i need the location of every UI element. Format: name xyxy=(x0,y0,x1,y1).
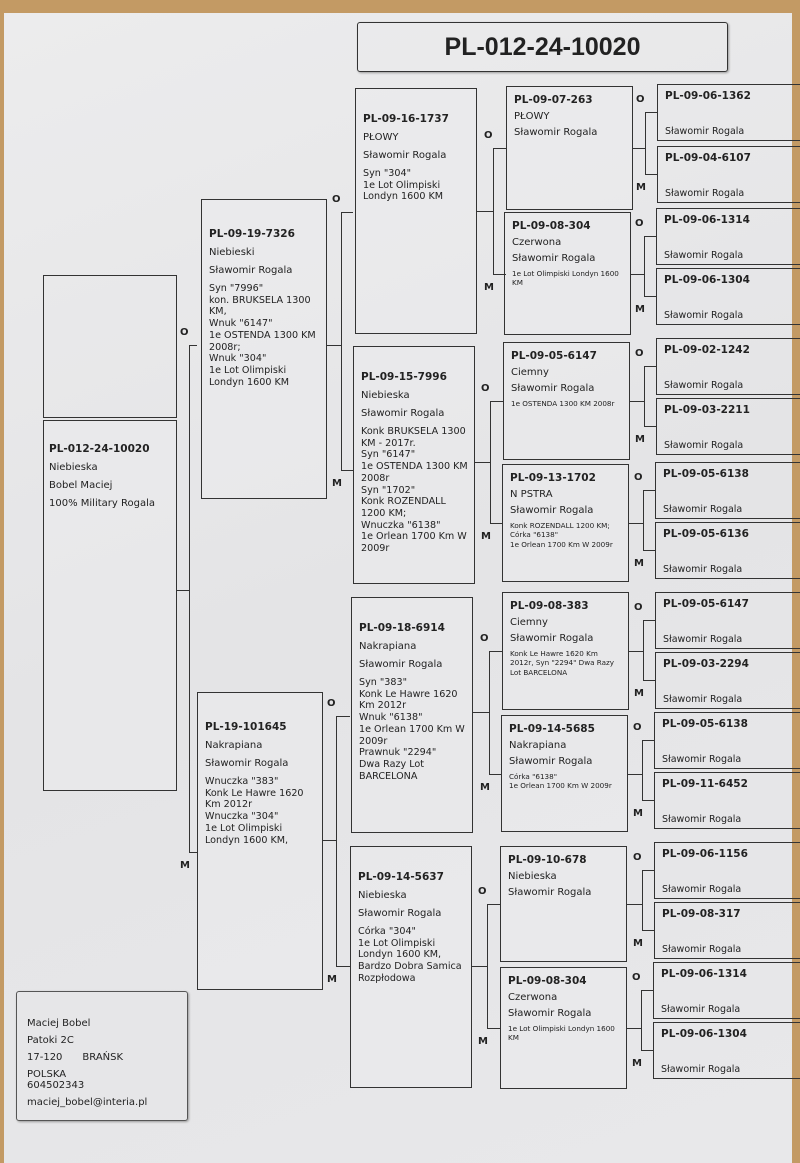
pedigree-box xyxy=(201,199,327,499)
pedigree-box-small xyxy=(656,338,800,395)
pedigree-box-small xyxy=(654,712,800,769)
ring-number: PL-09-06-1304 xyxy=(664,274,750,286)
owner: Sławomir Rogala xyxy=(510,505,594,516)
connector-line xyxy=(177,590,189,591)
ring-number: PL-09-14-5685 xyxy=(509,723,595,735)
color: Ciemny xyxy=(510,617,548,628)
notes: 1e Lot Olimpiski Londyn 1600 KM xyxy=(508,1024,615,1043)
ring-number: PL-09-03-2211 xyxy=(664,404,750,416)
connector-line xyxy=(493,148,494,274)
owner: Sławomir Rogala xyxy=(664,440,744,451)
connector-line xyxy=(643,490,644,550)
sire-label: O xyxy=(478,886,487,897)
connector-line xyxy=(323,840,336,841)
sire-label: O xyxy=(635,218,644,229)
sire-label: O xyxy=(634,602,643,613)
pedigree-box-small xyxy=(654,772,800,829)
notes: Syn "7996" kon. BRUKSELA 1300 KM, Wnuk "6147" 1e OSTENDA 1300 KM 2008r; Wnuk "304" 1e Lot Olimpiski Londyn 1600 KM xyxy=(209,283,316,388)
sire-label: O xyxy=(484,130,493,141)
connector-line xyxy=(644,236,656,237)
connector-line xyxy=(490,401,503,402)
dam-label: M xyxy=(327,974,337,985)
connector-line xyxy=(629,523,643,524)
breeder-contact-card xyxy=(16,991,188,1121)
owner: Sławomir Rogala xyxy=(663,504,743,515)
owner: Sławomir Rogala xyxy=(209,265,293,276)
pedigree-box-small xyxy=(654,902,800,959)
connector-line xyxy=(643,620,644,680)
owner: Sławomir Rogala xyxy=(358,908,442,919)
subject-box xyxy=(43,420,177,791)
color: PŁOWY xyxy=(514,111,550,122)
connector-line xyxy=(642,870,643,930)
pedigree-box xyxy=(197,692,323,990)
pedigree-box xyxy=(500,967,627,1089)
connector-line xyxy=(642,740,643,800)
connector-line xyxy=(642,870,654,871)
pedigree-box-small xyxy=(656,398,800,455)
breeder-street: Patoki 2C xyxy=(27,1035,74,1046)
photo-placeholder xyxy=(43,275,177,418)
color: Czerwona xyxy=(508,992,558,1003)
sire-label: O xyxy=(480,633,489,644)
notes: 100% Military Rogala xyxy=(49,498,155,509)
pedigree-box-small xyxy=(655,592,800,649)
owner: Sławomir Rogala xyxy=(359,659,443,670)
owner: Sławomir Rogala xyxy=(664,310,744,321)
connector-line xyxy=(472,966,487,967)
pedigree-title: PL-012-24-10020 xyxy=(357,22,728,72)
ring-number: PL-09-15-7996 xyxy=(361,371,447,383)
dam-label: M xyxy=(480,781,490,793)
owner: Sławomir Rogala xyxy=(664,250,744,261)
notes: Wnuczka "383" Konk Le Hawre 1620 Km 2012r Wnuczka "304" 1e Lot Olimpiski Londyn 1600 KM, xyxy=(205,776,304,846)
dam-label: M xyxy=(332,478,342,489)
notes: Konk Le Hawre 1620 Km 2012r, Syn "2294" Dwa Razy Lot BARCELONA xyxy=(510,649,615,677)
connector-line xyxy=(643,620,655,621)
ring-number: PL-09-08-304 xyxy=(512,220,591,232)
ring-number: PL-09-05-6136 xyxy=(663,528,749,540)
connector-line xyxy=(473,712,489,713)
pedigree-box-small xyxy=(656,268,800,325)
ring-number: PL-09-11-6452 xyxy=(662,778,748,790)
sire-label: O xyxy=(635,348,644,359)
ring-number: PL-09-06-1314 xyxy=(661,968,747,980)
notes: 1e OSTENDA 1300 KM 2008r xyxy=(511,399,615,408)
color: Czerwona xyxy=(512,237,562,248)
ring-number: PL-012-24-10020 xyxy=(49,443,150,455)
connector-line xyxy=(475,462,490,463)
dam-label: M xyxy=(478,1036,488,1047)
ring-number: PL-09-18-6914 xyxy=(359,622,445,634)
pedigree-box-small xyxy=(655,522,800,579)
dam-label: M xyxy=(481,531,491,542)
connector-line xyxy=(489,774,502,775)
owner: Sławomir Rogala xyxy=(205,758,289,769)
connector-line xyxy=(641,990,653,991)
color: Ciemny xyxy=(511,367,549,378)
notes: Konk ROZENDALL 1200 KM; Córka "6138" 1e Orlean 1700 Km W 2009r xyxy=(510,521,613,549)
connector-line xyxy=(643,490,655,491)
connector-line xyxy=(493,148,506,149)
owner: Bobel Maciej xyxy=(49,480,113,491)
ring-number: PL-09-02-1242 xyxy=(664,344,750,356)
ring-number: PL-09-14-5637 xyxy=(358,871,444,883)
color: Nakrapiana xyxy=(359,641,417,652)
color: Nakrapiana xyxy=(509,740,567,751)
ring-number: PL-09-03-2294 xyxy=(663,658,749,670)
connector-line xyxy=(487,1028,500,1029)
pedigree-box-small xyxy=(654,842,800,899)
breeder-email: maciej_bobel@interia.pl xyxy=(27,1097,148,1108)
pedigree-box xyxy=(351,597,473,833)
connector-line xyxy=(644,366,656,367)
color: Niebieska xyxy=(49,462,98,473)
connector-line xyxy=(336,716,337,966)
ring-number: PL-09-06-1156 xyxy=(662,848,748,860)
pedigree-box-small xyxy=(657,84,800,141)
ring-number: PL-09-08-317 xyxy=(662,908,741,920)
ring-number: PL-09-16-1737 xyxy=(363,113,449,125)
connector-line xyxy=(189,852,197,853)
ring-number: PL-09-08-304 xyxy=(508,975,587,987)
ring-number: PL-09-05-6147 xyxy=(511,350,597,362)
connector-line xyxy=(489,651,502,652)
owner: Sławomir Rogala xyxy=(510,633,594,644)
owner: Sławomir Rogala xyxy=(509,756,593,767)
sire-label: O xyxy=(636,94,645,105)
connector-line xyxy=(644,296,656,297)
connector-line xyxy=(627,1028,641,1029)
owner: Sławomir Rogala xyxy=(662,754,742,765)
notes: Syn "304" 1e Lot Olimpiski Londyn 1600 KM xyxy=(363,168,444,203)
dam-label: M xyxy=(484,281,494,293)
pedigree-box-small xyxy=(657,146,800,203)
connector-line xyxy=(493,274,506,275)
ring-number: PL-09-07-263 xyxy=(514,94,593,106)
color: Niebieska xyxy=(358,890,407,901)
pedigree-box xyxy=(506,86,633,210)
connector-line xyxy=(490,401,491,523)
connector-line xyxy=(341,212,342,470)
connector-line xyxy=(642,740,654,741)
pedigree-box xyxy=(350,846,472,1088)
connector-line xyxy=(645,112,646,174)
pedigree-box-small xyxy=(656,208,800,265)
pedigree-box-small xyxy=(653,962,800,1019)
owner: Sławomir Rogala xyxy=(508,1008,592,1019)
connector-line xyxy=(628,774,642,775)
connector-line xyxy=(645,112,657,113)
connector-line xyxy=(645,174,657,175)
connector-line xyxy=(489,651,490,774)
ring-number: PL-09-08-383 xyxy=(510,600,589,612)
connector-line xyxy=(633,148,645,149)
pedigree-box xyxy=(502,464,629,582)
connector-line xyxy=(643,680,655,681)
notes: Konk BRUKSELA 1300 KM - 2017r. Syn "6147" 1e OSTENDA 1300 KM 2008r Syn "1702" Konk ROZENDALL 1200 KM; Wnuczka "6138" 1e Orlean 1700 Km W 2009r xyxy=(361,426,468,555)
color: Niebieski xyxy=(209,247,255,258)
owner: Sławomir Rogala xyxy=(361,408,445,419)
connector-line xyxy=(627,904,642,905)
ring-number: PL-09-13-1702 xyxy=(510,472,596,484)
notes: Córka "304" 1e Lot Olimpiski Londyn 1600 KM, Bardzo Dobra Samica Rozpłodowa xyxy=(358,926,462,984)
owner: Sławomir Rogala xyxy=(663,634,743,645)
owner: Sławomir Rogala xyxy=(665,126,745,137)
pedigree-box xyxy=(501,715,628,832)
pedigree-box-small xyxy=(655,652,800,709)
dam-label: M xyxy=(635,434,645,445)
connector-line xyxy=(490,523,503,524)
dam-label: M xyxy=(633,938,643,949)
connector-line xyxy=(644,426,656,427)
ring-number: PL-09-06-1304 xyxy=(661,1028,747,1040)
owner: Sławomir Rogala xyxy=(363,150,447,161)
sire-label: O xyxy=(633,852,642,863)
color: PŁOWY xyxy=(363,132,399,143)
pedigree-box xyxy=(502,592,629,710)
ring-number: PL-09-05-6138 xyxy=(662,718,748,730)
owner: Sławomir Rogala xyxy=(663,694,743,705)
ring-number: PL-09-10-678 xyxy=(508,854,587,866)
pedigree-box xyxy=(355,88,477,334)
ring-number: PL-09-06-1362 xyxy=(665,90,751,102)
owner: Sławomir Rogala xyxy=(514,127,598,138)
connector-line xyxy=(336,716,350,717)
ring-number: PL-09-05-6138 xyxy=(663,468,749,480)
connector-line xyxy=(336,966,350,967)
connector-line xyxy=(189,345,197,346)
connector-line xyxy=(487,904,488,1028)
breeder-phone: 604502343 xyxy=(27,1080,85,1091)
dam-label: M xyxy=(635,304,645,315)
pedigree-box xyxy=(503,342,630,460)
owner: Sławomir Rogala xyxy=(665,188,745,199)
owner: Sławomir Rogala xyxy=(663,564,743,575)
connector-line xyxy=(327,345,341,346)
connector-line xyxy=(631,274,644,275)
breeder-city: BRAŃSK xyxy=(82,1052,124,1063)
ring-number: PL-09-06-1314 xyxy=(664,214,750,226)
pedigree-box xyxy=(353,346,475,584)
sire-label: O xyxy=(180,327,189,338)
connector-line xyxy=(189,345,190,852)
breeder-country: POLSKA xyxy=(27,1069,67,1080)
owner: Sławomir Rogala xyxy=(661,1064,741,1075)
dam-label: M xyxy=(636,182,646,193)
sire-label: O xyxy=(634,472,643,483)
connector-line xyxy=(641,990,642,1050)
pedigree-box xyxy=(500,846,627,962)
ring-number: PL-09-05-6147 xyxy=(663,598,749,610)
sire-label: O xyxy=(327,698,336,709)
owner: Sławomir Rogala xyxy=(661,1004,741,1015)
color: N PSTRA xyxy=(510,489,553,500)
connector-line xyxy=(641,1050,653,1051)
connector-line xyxy=(477,211,493,212)
connector-line xyxy=(642,800,654,801)
connector-line xyxy=(341,470,353,471)
color: Niebieska xyxy=(508,871,557,882)
breeder-postcode: 17-120 xyxy=(27,1052,63,1063)
connector-line xyxy=(341,212,353,213)
owner: Sławomir Rogala xyxy=(662,814,742,825)
connector-line xyxy=(644,366,645,426)
ring-number: PL-19-101645 xyxy=(205,721,287,733)
connector-line xyxy=(630,401,644,402)
dam-label: M xyxy=(633,808,643,819)
sire-label: O xyxy=(332,194,341,205)
owner: Sławomir Rogala xyxy=(511,383,595,394)
connector-line xyxy=(629,651,643,652)
pedigree-box-small xyxy=(655,462,800,519)
dam-label: M xyxy=(634,688,644,699)
color: Niebieska xyxy=(361,390,410,401)
notes: Syn "383" Konk Le Hawre 1620 Km 2012r Wnuk "6138" 1e Orlean 1700 Km W 2009r Prawnuk "2294" Dwa Razy Lot BARCELONA xyxy=(359,677,465,782)
owner: Sławomir Rogala xyxy=(662,944,742,955)
pedigree-box xyxy=(504,212,631,335)
dam-label: M xyxy=(634,558,644,569)
dam-label: M xyxy=(632,1058,642,1069)
pedigree-box-small xyxy=(653,1022,800,1079)
notes: Córka "6138" 1e Orlean 1700 Km W 2009r xyxy=(509,772,612,791)
connector-line xyxy=(642,930,654,931)
notes: 1e Lot Olimpiski Londyn 1600 KM xyxy=(512,269,619,288)
color: Nakrapiana xyxy=(205,740,263,751)
owner: Sławomir Rogala xyxy=(512,253,596,264)
connector-line xyxy=(644,236,645,296)
sire-label: O xyxy=(632,972,641,983)
owner: Sławomir Rogala xyxy=(508,887,592,898)
ring-number: PL-09-04-6107 xyxy=(665,152,751,164)
owner: Sławomir Rogala xyxy=(664,380,744,391)
owner: Sławomir Rogala xyxy=(662,884,742,895)
sire-label: O xyxy=(633,722,642,733)
sire-label: O xyxy=(481,383,490,394)
connector-line xyxy=(643,550,655,551)
breeder-name: Maciej Bobel xyxy=(27,1018,91,1029)
ring-number: PL-09-19-7326 xyxy=(209,228,295,240)
connector-line xyxy=(487,904,500,905)
dam-label: M xyxy=(180,860,190,871)
